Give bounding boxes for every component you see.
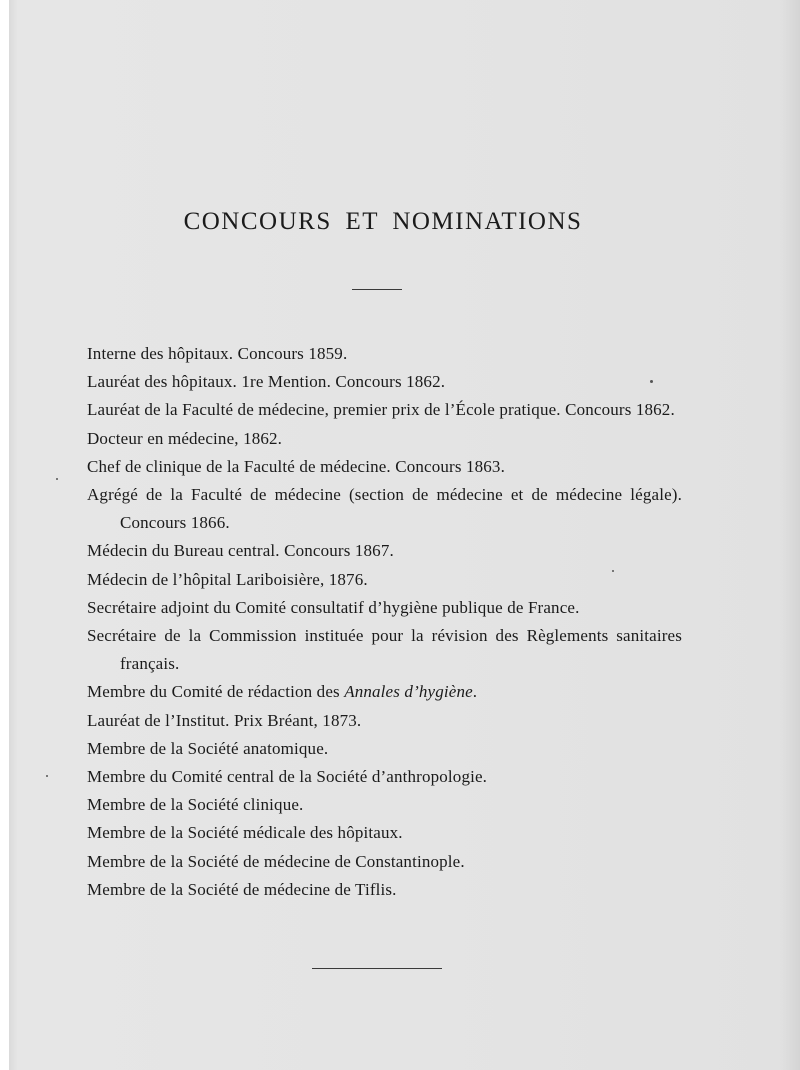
list-item: Lauréat des hôpitaux. 1re Mention. Concours 1862. [87, 372, 446, 392]
entry-text: . [472, 682, 478, 702]
paper-speck [612, 570, 614, 572]
list-item: Interne des hôpitaux. Concours 1859. [87, 344, 348, 363]
list-item: Médecin du Bureau central. Concours 1867. [87, 541, 394, 561]
title-divider [352, 289, 402, 290]
list-item: Lauréat de l’Institut. Prix Bréant, 1873. [87, 710, 362, 730]
list-item: Lauréat de la Faculté de médecine, premier prix de l’École pratique. Concours 1862. [87, 400, 675, 420]
paper-speck [56, 478, 58, 480]
entry-list [87, 340, 682, 904]
list-item: Membre du Comité central de la Société d’anthropologie. [87, 767, 488, 787]
end-divider [312, 968, 442, 969]
paper-speck [46, 775, 48, 777]
list-item: Membre de la Société de médecine de Constantinople. [87, 851, 465, 871]
paper-speck [650, 380, 653, 383]
list-item: Membre de la Société médicale des hôpitaux. [87, 823, 403, 843]
page-title: CONCOURS ET NOMINATIONS [183, 208, 583, 235]
list-item: Membre de la Société anatomique. [87, 738, 329, 758]
list-item: Chef de clinique de la Faculté de médecine. Concours 1863. [87, 456, 505, 476]
list-item: Agrégé de la Faculté de médecine (section de médecine et de médecine légale). Concours 1866. [87, 485, 682, 533]
list-item: Docteur en médecine, 1862. [87, 428, 283, 448]
list-item: Membre de la Société de médecine de Tiflis. [87, 879, 397, 899]
entry-text: Membre du Comité de rédaction des [87, 682, 345, 702]
list-item: Secrétaire de la Commission instituée pour la révision des Règlements sanitaires français. [87, 626, 682, 674]
journal-title: Annales d’hygiène [344, 682, 473, 702]
list-item: Médecin de l’hôpital Lariboisière, 1876. [87, 569, 368, 589]
list-item [87, 678, 682, 706]
page-edge [0, 0, 9, 1070]
list-item: Secrétaire adjoint du Comité consultatif d’hygiène publique de France. [87, 597, 580, 617]
list-item: Membre de la Société clinique. [87, 795, 304, 815]
